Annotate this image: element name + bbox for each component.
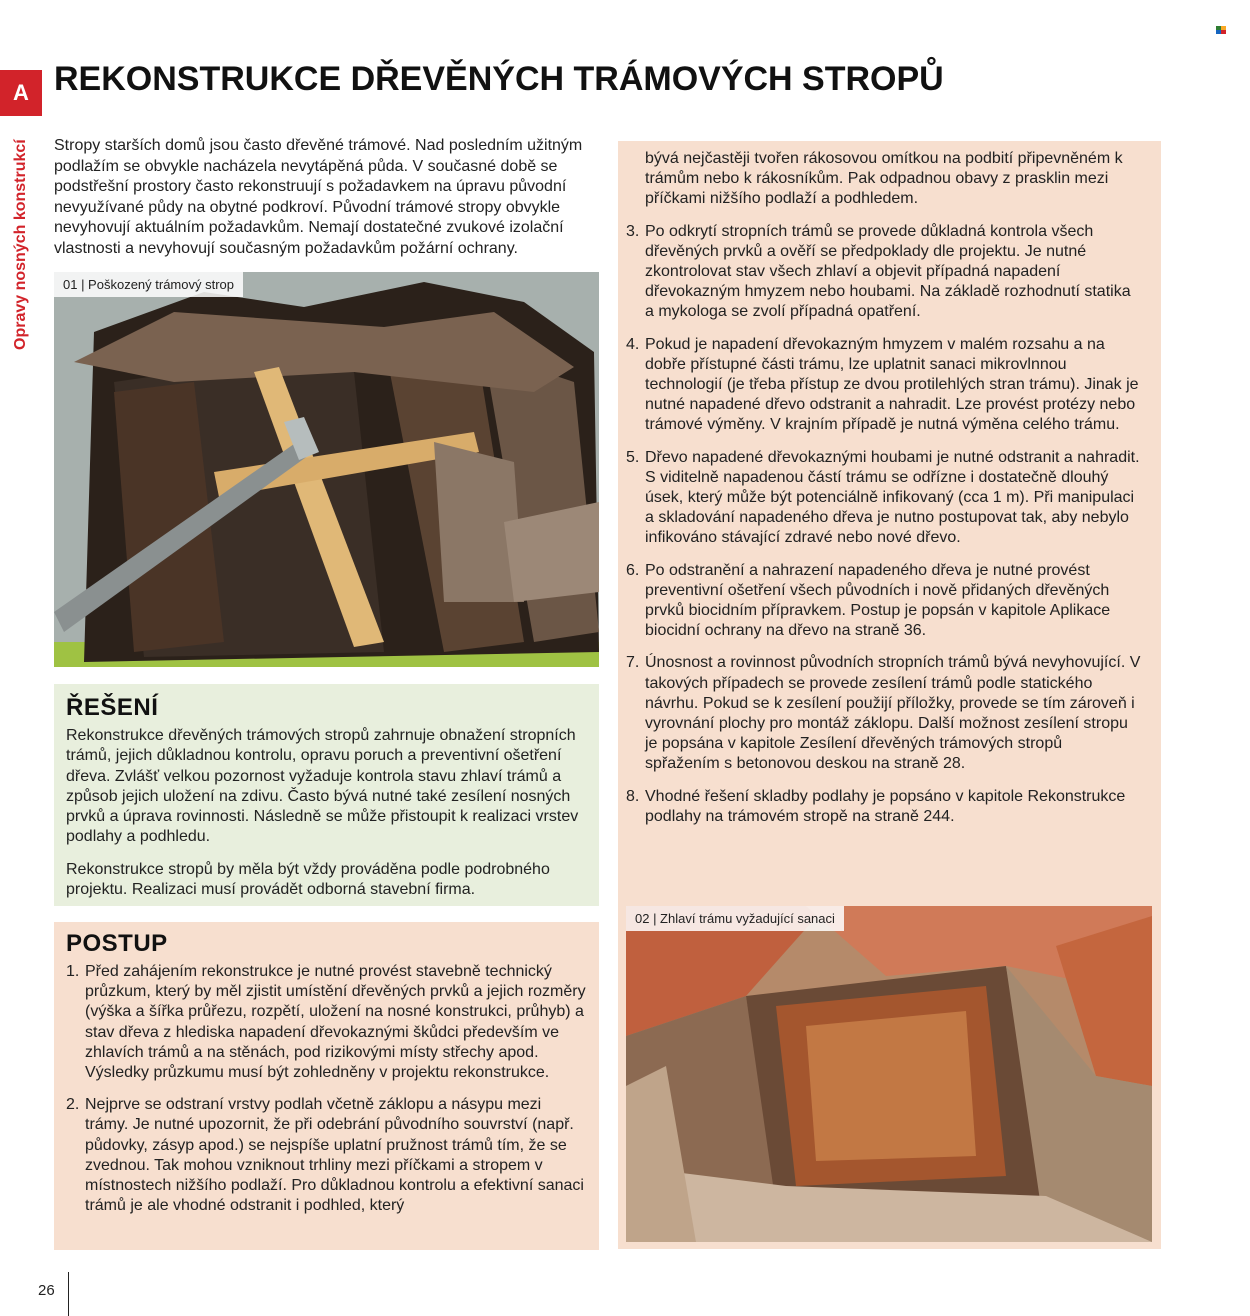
step-text: Pokud je napadení dřevokazným hmyzem v malém rozsahu a na dobře přístupné části trámu, lze uplatnit sanaci mikrovlnnou technologií (je třeba přístup ze dvou protilehlých stran trámu). Jinak je nutné napadené dřevo odstranit a nahradit. Lze provést protézy nebo trámové výměny. V krajním případě je nutná výměna celého trámu. <box>645 335 1139 434</box>
list-item <box>626 448 1141 549</box>
list-item <box>66 962 587 1083</box>
solution-paragraph-2: Rekonstrukce stropů by měla být vždy prováděna podle podrobného projektu. Realizaci musí provádět odborná stavební firma. <box>66 860 550 899</box>
solution-paragraph-1: Rekonstrukce dřevěných trámových stropů zahrnuje obnažení stropních trámů, jejich důkladnou kontrolu, opravu poruch a preventivní ošetření dřeva. Zvlášť velkou pozornost vyžaduje kontrola stavu zhlaví trámů a způsob jejich uložení na zdivu. Často bývá nutné také zesílení nosných prvků a úprava rovinnosti. Následně se může přistoupit k realizaci vrstev podlahy a podhledu. <box>66 727 579 846</box>
step-number: 6. <box>626 561 640 579</box>
step-text: Nejprve se odstraní vrstvy podlah včetně záklopu a násypu mezi trámy. Je nutné upozornit, že při odebrání původního souvrství (např. půdovky, zásyp apod.) se nejspíše uplatní pružnost trámů tím, že se zvednou. Tak mohou vzniknout trhliny mezi příčkami a stropem v místnostech nižšího podlaží. Pro důkladnou kontrolu a efektivní sanaci trámů je ale vhodné odstranit i podhled, který <box>85 1096 584 1215</box>
step2-continuation: bývá nejčastěji tvořen rákosovou omítkou na podbití připevněném k trámům nebo k rákosníkům. Pak odpadnou obavy z prasklin mezi příčkami nižšího podlaží a podhledem. <box>645 150 1123 208</box>
step-number: 3. <box>626 222 640 240</box>
list-item <box>626 561 1141 642</box>
figure-damaged-ceiling <box>54 272 599 667</box>
corner-color-mark-icon <box>1216 26 1226 34</box>
beam-head-photo <box>626 906 1152 1242</box>
list-item <box>626 653 1141 774</box>
intro-paragraph: Stropy starších domů jsou často dřevěné trámové. Nad posledním užitným podlažím se obvykle nacházela nevytápěná půda. V současné době se podstřešní prostory často rekonstruují s požadavkem na úpravu původní nevyužívané půdy na obytné podkroví. Původní trámové stropy obvykle nevyhovují aktuálním požadavkům. Nemají dostatečné zvukové izolační vlastnosti a nevyhovují současným požadavkům požární ochrany. <box>54 137 583 257</box>
damaged-ceiling-photo <box>54 272 599 667</box>
list-item <box>626 787 1141 827</box>
figure1-caption: 01 | Poškozený trámový strop <box>54 272 243 297</box>
step-text: Únosnost a rovinnost původních stropních trámů bývá nevyhovující. V takových případech se provede zesílení trámů podle statického návrhu. Pokud se k zesílení použijí příložky, provede se tím zároveň i vyrovnání plochy pro montáž záklopu. Další možnost zesílení stropu je popsána v kapitole Zesílení dřevěných trámových stropů spřažením s betonovou deskou na straně 28. <box>645 654 1141 773</box>
figure2-caption: 02 | Zhlaví trámu vyžadující sanaci <box>626 906 844 931</box>
side-chapter-label: Opravy nosných konstrukcí <box>12 139 29 350</box>
step-text: Vhodné řešení skladby podlahy je popsáno v kapitole Rekonstrukce podlahy na trámovém stropě na straně 244. <box>645 787 1126 825</box>
solution-heading: ŘEŠENÍ <box>66 694 159 721</box>
page-title: REKONSTRUKCE DŘEVĚNÝCH TRÁMOVÝCH STROPŮ <box>54 60 944 98</box>
page-number-rule <box>68 1272 69 1316</box>
procedure-steps-right <box>626 222 1161 827</box>
page-number: 26 <box>38 1282 55 1299</box>
solution-box <box>54 684 599 906</box>
procedure-heading: POSTUP <box>66 930 168 957</box>
section-tab: A <box>0 70 42 116</box>
step-number: 5. <box>626 448 640 466</box>
step-text: Po odstranění a nahrazení napadeného dřeva je nutné provést preventivní ošetření všech původních i nově přidaných dřevěných prvků biocidním přípravkem. Postup je popsán v kapitole Aplikace biocidní ochrany na dřevo na straně 36. <box>645 561 1111 640</box>
step-number: 2. <box>66 1096 80 1114</box>
list-item <box>66 1095 587 1216</box>
step-text: Dřevo napadené dřevokaznými houbami je nutné odstranit a nahradit. S viditelně napadenou částí trámu se odřízne i dostatečně dlouhý úsek, který může být potenciálně infikovaný (cca 1 m). Při manipulaci a skladování napadeného dřeva je nutno postupovat tak, aby nebylo infikováno stávající zdravé nebo nové dřevo. <box>645 448 1140 547</box>
list-item <box>626 335 1141 436</box>
step-number: 1. <box>66 963 80 980</box>
step-number: 7. <box>626 654 640 672</box>
figure-beam-head <box>626 906 1152 1242</box>
list-item <box>626 222 1141 323</box>
step-number: 4. <box>626 335 640 353</box>
procedure-box-left <box>54 922 599 1250</box>
step-text: Před zahájením rekonstrukce je nutné provést stavebně technický průzkum, který by měl zjistit umístění dřevěných prvků a jejich rozměry (výška a šířka průřezu, rozpětí, uložení na nosné konstrukci, průhyb) a stav dřeva z hlediska napadení dřevokaznými škůdci především ve zhlavích trámů a na stěnách, pod rizikovými místy střechy apod. Výsledky průzkumu musí být zohledněny v projektu rekonstrukce. <box>85 963 586 1082</box>
step-number: 8. <box>626 787 640 805</box>
step-text: Po odkrytí stropních trámů se provede důkladná kontrola všech dřevěných prvků a ověří se předpoklady dle projektu. Je nutné zkontrolovat stav všech zhlaví a objevit případná napadení dřevokazným hmyzem nebo houbami. Na základě rozhodnutí statika a mykologa se zvolí případná opatření. <box>645 222 1131 321</box>
procedure-steps-left <box>66 962 587 1216</box>
